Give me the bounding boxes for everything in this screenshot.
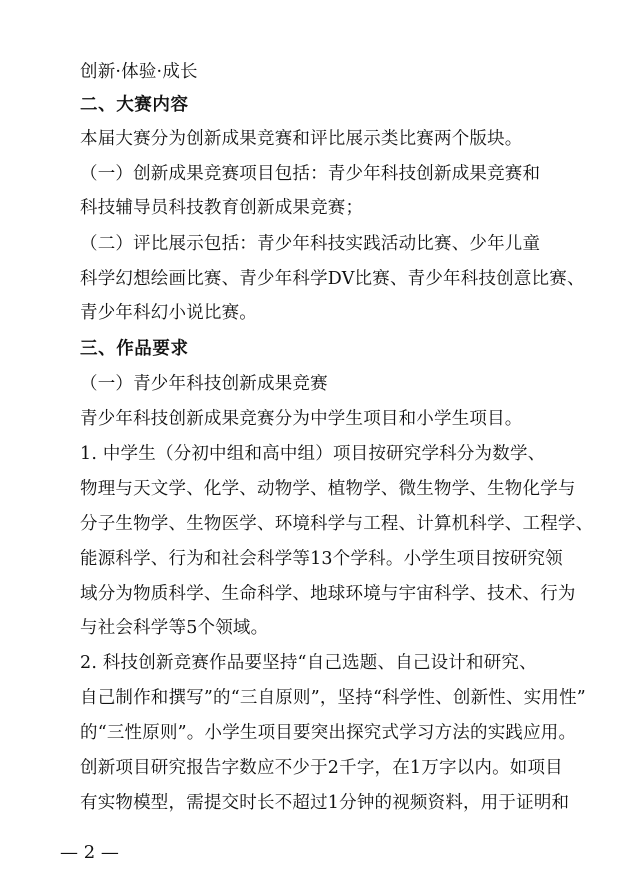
paragraph-line: 青少年科技创新成果竞赛分为中学生项目和小学生项目。 [80, 409, 523, 429]
paragraph-line: 科学幻想绘画比赛、青少年科学DV比赛、青少年科技创意比赛、 [80, 269, 585, 289]
paragraph-line: 科技辅导员科技教育创新成果竞赛； [80, 198, 364, 218]
paragraph-line: 本届大赛分为创新成果竞赛和评比展示类比赛两个版块。 [80, 129, 523, 149]
subsection-heading: （一）青少年科技创新成果竞赛 [80, 374, 328, 394]
paragraph-line: 分子生物学、生物医学、环境科学与工程、计算机科学、工程学、 [80, 514, 594, 534]
paragraph-line: 1. 中学生（分初中组和高中组）项目按研究学科分为数学、 [80, 444, 546, 464]
paragraph-line: （二）评比展示包括：青少年科技实践活动比赛、少年儿童 [80, 234, 541, 254]
paragraph-line: 域分为物质科学、生命科学、地球环境与宇宙科学、技术、行为 [80, 584, 576, 604]
paragraph-line: 能源科学、行为和社会科学等13个学科。小学生项目按研究领 [80, 549, 563, 569]
page-number: — 2 — [60, 842, 119, 863]
paragraph-line: 自己制作和撰写”的“三自原则”，坚持“科学性、创新性、实用性” [80, 688, 586, 708]
section-heading-contest-content: 二、大赛内容 [80, 95, 189, 115]
paragraph-line: 与社会科学等5个领域。 [80, 618, 269, 638]
paragraph-line: 创新项目研究报告字数应不少于2千字，在1万字以内。如项目 [80, 758, 563, 778]
paragraph-line: （一）创新成果竞赛项目包括：青少年科技创新成果竞赛和 [80, 164, 541, 184]
section-heading-work-requirements: 三、作品要求 [80, 339, 189, 359]
paragraph-line: 有实物模型，需提交时长不超过1分钟的视频资料，用于证明和 [80, 793, 570, 813]
paragraph-line: 物理与天文学、化学、动物学、植物学、微生物学、生物化学与 [80, 479, 576, 499]
slogan-line: 创新·体验·成长 [80, 62, 198, 82]
paragraph-line: 2. 科技创新竞赛作品要坚持“自己选题、自己设计和研究、 [80, 653, 537, 673]
paragraph-line: 的“三性原则”。小学生项目要突出探究式学习方法的实践应用。 [80, 723, 577, 743]
paragraph-line: 青少年科幻小说比赛。 [80, 303, 257, 323]
